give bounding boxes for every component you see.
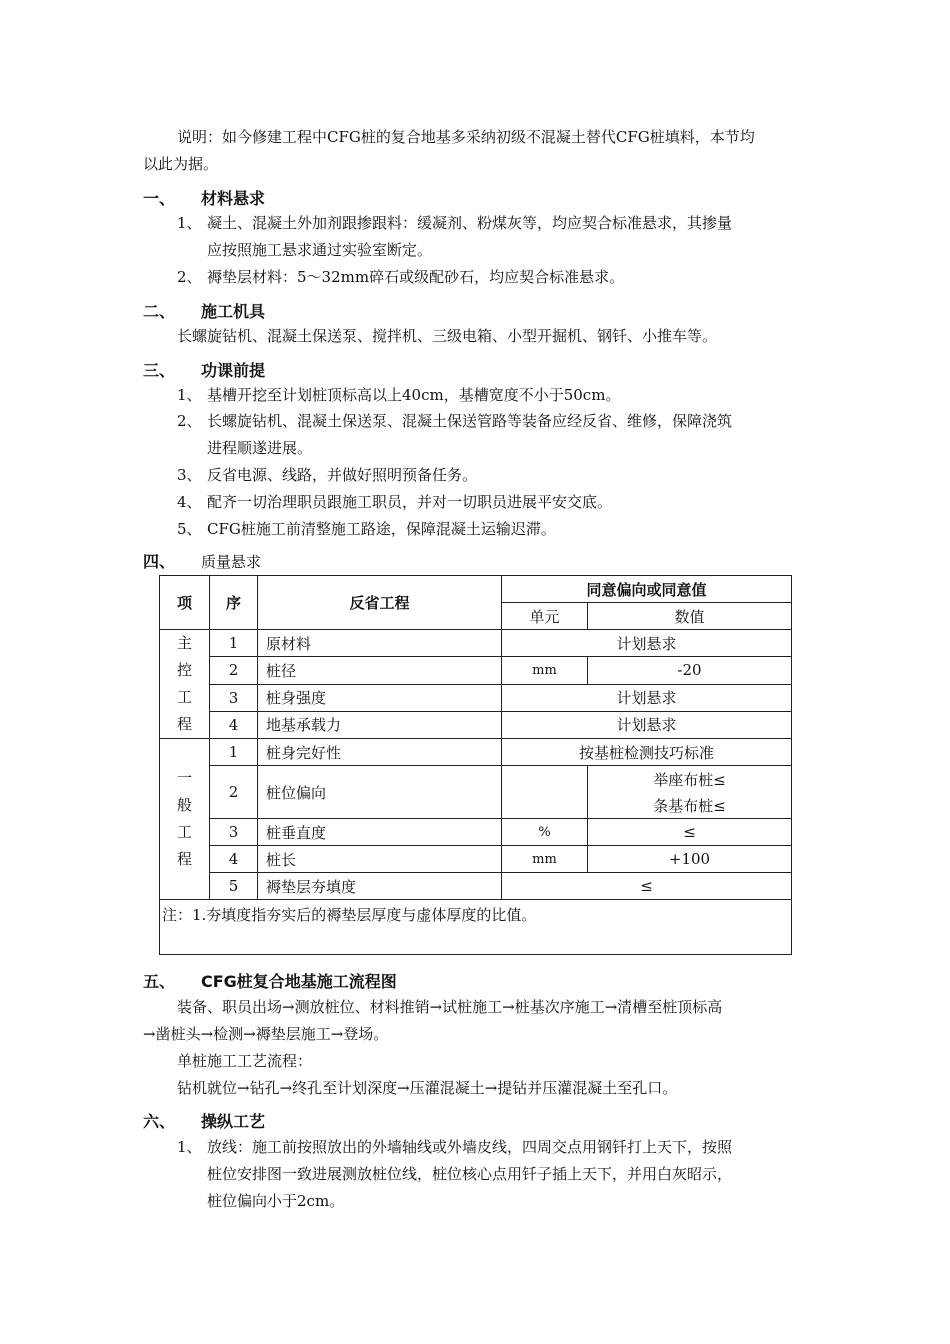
prereq-item-2-line-2: 进程顺遂进展。 xyxy=(207,439,313,457)
row-unit: mm xyxy=(502,846,588,873)
row-merged-value: 计划悬求 xyxy=(502,711,792,738)
header-item: 项 xyxy=(160,576,210,630)
section-title: 功课前提 xyxy=(201,361,266,380)
section-title: 操纵工艺 xyxy=(201,1112,266,1131)
row-merged-value: 计划悬求 xyxy=(502,684,792,711)
general-item-label xyxy=(160,739,210,900)
section-title: CFG桩复合地基施工流程图 xyxy=(201,972,397,991)
materials-item-1-line-1: 凝土、混凝土外加剂跟掺跟料：缓凝剂、粉煤灰等，均应契合标准悬求，其掺量 xyxy=(207,214,733,232)
header-unit: 单元 xyxy=(502,603,588,630)
row-name: 桩位偏向 xyxy=(258,766,502,819)
tools-text: 长螺旋钻机、混凝土保送泵、搅拌机、三级电箱、小型开掘机、钢钎、小推车等。 xyxy=(177,327,718,345)
label-char: 控 xyxy=(176,661,192,679)
row-seq: 4 xyxy=(210,846,258,873)
row-name: 桩垂直度 xyxy=(258,819,502,846)
prereq-item-3-line-1: 反省电源、线路，并做好照明预备任务。 xyxy=(207,466,478,484)
flow-line-1: 装备、职员出场→测放桩位、材料推销→试桩施工→桩基次序施工→清槽至桩顶标高 xyxy=(177,998,723,1016)
single-pile-flow-title: 单桩施工工艺流程： xyxy=(177,1052,313,1070)
label-char: 主 xyxy=(176,634,192,652)
label-char: 般 xyxy=(176,796,192,814)
section-title: 材料悬求 xyxy=(201,189,266,208)
materials-item-2-line-1: 褥垫层材料：5～32mm碎石或级配砂石，均应契合标准悬求。 xyxy=(207,268,625,286)
label-char: 程 xyxy=(176,850,192,868)
operation-item-1-num: 1、 xyxy=(177,1138,202,1156)
row-name: 桩长 xyxy=(258,846,502,873)
label-char: 一 xyxy=(176,769,192,787)
single-pile-flow: 钻机就位→钻孔→终孔至计划深度→压灌混凝土→提钻并压灌混凝土至孔口。 xyxy=(177,1079,678,1097)
prereq-item-2-num: 2、 xyxy=(177,412,202,430)
label-char: 工 xyxy=(176,823,192,841)
prereq-item-3-num: 3、 xyxy=(177,466,202,484)
prereq-item-4-line-1: 配齐一切治理职员跟施工职员，并对一切职员进展平安交底。 xyxy=(207,493,613,511)
section-number: 四、 xyxy=(143,552,176,571)
intro-line-2: 以此为据。 xyxy=(143,155,219,173)
materials-item-1-line-2: 应按照施工悬求通过实验室断定。 xyxy=(207,241,433,259)
section-title: 施工机具 xyxy=(201,302,266,321)
row-name: 地基承载力 xyxy=(258,711,502,738)
materials-item-1-num: 1、 xyxy=(177,214,202,232)
flow-line-2: →凿桩头→检测→褥垫层施工→登场。 xyxy=(143,1025,389,1043)
row-name: 褥垫层夯填度 xyxy=(258,873,502,900)
header-allowance: 同意偏向或同意值 xyxy=(502,576,792,603)
section-number: 一、 xyxy=(143,189,176,208)
intro-line-1: 说明：如今修建工程中CFG桩的复合地基多采纳初级不混凝土替代CFG桩填料，本节均 xyxy=(177,128,755,146)
prereq-item-5-line-1: CFG桩施工前清整施工路途，保障混凝土运输迟滞。 xyxy=(207,520,556,538)
row-name: 桩径 xyxy=(258,657,502,684)
prereq-item-4-num: 4、 xyxy=(177,493,202,511)
row-value: +100 xyxy=(588,846,792,873)
row-seq: 3 xyxy=(210,819,258,846)
row-value: -20 xyxy=(588,657,792,684)
operation-item-1-line-3: 桩位偏向小于2cm。 xyxy=(207,1192,345,1210)
row-value: ≤ xyxy=(588,819,792,846)
row-seq: 1 xyxy=(210,630,258,657)
header-seq: 序 xyxy=(210,576,258,630)
main-control-label xyxy=(160,630,210,739)
row-unit xyxy=(502,766,588,819)
prereq-item-5-num: 5、 xyxy=(177,520,202,538)
row-merged-value: 按基桩检测技巧标准 xyxy=(502,739,792,766)
prereq-item-1-num: 1、 xyxy=(177,386,202,404)
row-seq: 2 xyxy=(210,766,258,819)
table-note: 注：1.夯填度指夯实后的褥垫层厚度与虚体厚度的比值。 xyxy=(160,900,792,955)
header-check: 反省工程 xyxy=(258,576,502,630)
row-name: 桩身完好性 xyxy=(258,739,502,766)
row-seq: 1 xyxy=(210,739,258,766)
section-number: 三、 xyxy=(143,361,176,380)
row-unit: % xyxy=(502,819,588,846)
row-seq: 2 xyxy=(210,657,258,684)
row-value-1: 举座布桩≤ xyxy=(588,766,792,793)
prereq-item-1-line-1: 基槽开挖至计划桩顶标高以上40cm，基槽宽度不小于50cm。 xyxy=(207,386,621,404)
section-number: 六、 xyxy=(143,1112,176,1131)
operation-item-1-line-1: 放线：施工前按照放出的外墙轴线或外墙皮线，四周交点用钢钎打上天下，按照 xyxy=(207,1138,733,1156)
row-merged-value: 计划悬求 xyxy=(502,630,792,657)
row-name: 桩身强度 xyxy=(258,684,502,711)
row-name: 原材料 xyxy=(258,630,502,657)
row-unit: mm xyxy=(502,657,588,684)
quality-table xyxy=(159,575,792,955)
section-title: 质量悬求 xyxy=(201,553,262,571)
materials-item-2-num: 2、 xyxy=(177,268,202,286)
header-value: 数值 xyxy=(588,603,792,630)
row-value-2: 条基布桩≤ xyxy=(588,792,792,819)
row-seq: 5 xyxy=(210,873,258,900)
operation-item-1-line-2: 桩位安排图一致进展测放桩位线，桩位核心点用钎子插上天下，并用白灰昭示， xyxy=(207,1165,733,1183)
label-char: 程 xyxy=(176,715,192,733)
prereq-item-2-line-1: 长螺旋钻机、混凝土保送泵、混凝土保送管路等装备应经反省、维修，保障浇筑 xyxy=(207,412,733,430)
row-seq: 3 xyxy=(210,684,258,711)
label-char: 工 xyxy=(176,688,192,706)
row-merged-value: ≤ xyxy=(502,873,792,900)
row-seq: 4 xyxy=(210,711,258,738)
section-number: 二、 xyxy=(143,302,176,321)
section-number: 五、 xyxy=(143,972,176,991)
